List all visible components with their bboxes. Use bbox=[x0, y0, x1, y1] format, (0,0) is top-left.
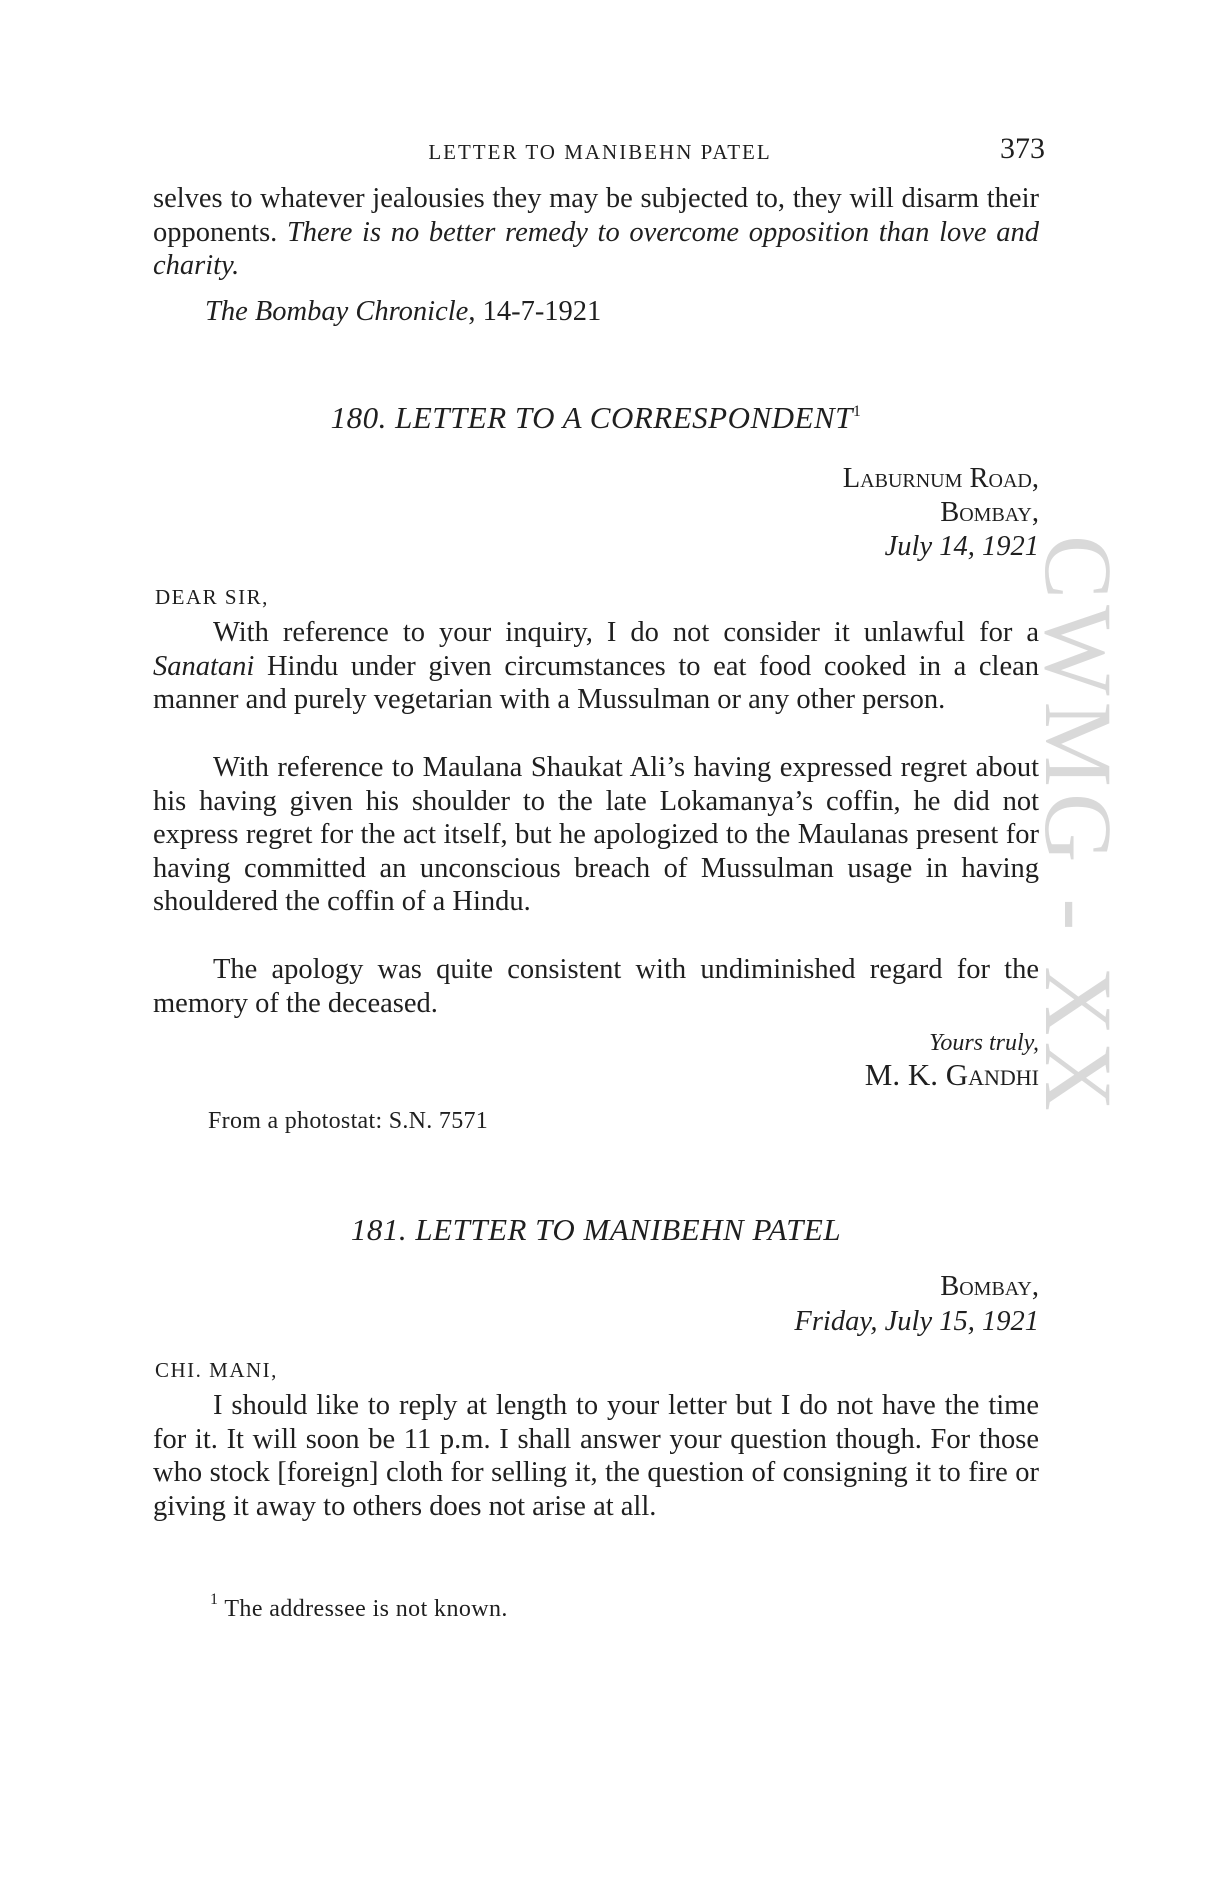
letter-181-heading: 181. LETTER TO MANIBEHN PATEL bbox=[350, 1212, 842, 1247]
footnote-1-text: The addressee is not known. bbox=[224, 1596, 508, 1622]
letter-181-salutation: CHI. MANI, bbox=[155, 1358, 278, 1382]
letter-181-paragraph-1: I should like to reply at length to your letter but I do not have the time for it. It will soon be 11 p.m. I shall answer your question though. For those who stock [foreign] cloth for selling it, the question of consigning it to fire or giving it away to others does not arise at all. bbox=[153, 1390, 1039, 1522]
letter-181-place: Bombay, bbox=[940, 1271, 1039, 1302]
letter-180-signature: M. K. Gandhi bbox=[864, 1057, 1039, 1092]
letter-180-address-line1: Laburnum Road, bbox=[842, 463, 1039, 494]
running-head bbox=[155, 130, 1045, 170]
letter-180-p1-italic: Sanatani bbox=[153, 650, 255, 682]
intro-paragraph bbox=[153, 182, 1039, 283]
footnote-1-marker: 1 bbox=[210, 1591, 219, 1608]
letter-180-p1-text: With reference to your inquiry, I do not consider it unlawful for a bbox=[213, 617, 1039, 648]
letter-180-p1-text-end: Hindu under given circumstances to eat food cooked in a clean manner and purely vegetarian with a Mussulman or any other person. bbox=[153, 650, 1039, 716]
intro-text: selves to whatever jealousies they may be subjected to, they will disarm their opponents. bbox=[153, 183, 1039, 248]
letter-180-paragraph-3: The apology was quite consistent with undiminished regard for the memory of the deceased. bbox=[153, 954, 1039, 1019]
intro-source-date: , 14-7-1921 bbox=[468, 296, 602, 327]
letter-180-paragraph-1 bbox=[153, 616, 1039, 717]
letter-180-address-line2: Bombay, bbox=[940, 497, 1039, 528]
letter-180-closing: Yours truly, bbox=[929, 1030, 1039, 1056]
running-title: LETTER TO MANIBEHN PATEL bbox=[428, 140, 772, 164]
letter-180-heading bbox=[153, 400, 1039, 436]
letter-180-salutation: DEAR SIR, bbox=[155, 585, 269, 609]
letter-180-source-note: From a photostat: S.N. 7571 bbox=[208, 1108, 489, 1134]
footnote-marker: 1 bbox=[852, 403, 862, 420]
letter-180-paragraph-2: With reference to Maulana Shaukat Ali’s having expressed regret about his having given his shoulder to the late Lokamanya’s coffin, he did not express regret for the act itself, but he apologized to the Maulanas present for having committed an unconscious breach of Mussulman usage in having shouldered the coffin of a Hindu. bbox=[153, 752, 1039, 918]
page-number: 373 bbox=[1000, 132, 1045, 165]
intro-source-publication: The Bombay Chronicle bbox=[205, 296, 469, 327]
intro-italic-text: There is no better remedy to overcome opposition than love and charity. bbox=[153, 216, 1039, 282]
footnote-1 bbox=[210, 1591, 508, 1623]
letter-181-date: Friday, July 15, 1921 bbox=[794, 1306, 1039, 1337]
watermark: CWMG - XX bbox=[1025, 535, 1132, 1117]
letter-180-date: July 14, 1921 bbox=[884, 531, 1039, 562]
intro-source bbox=[205, 296, 601, 328]
letter-180-heading-text: 180. LETTER TO A CORRESPONDENT bbox=[330, 400, 853, 435]
